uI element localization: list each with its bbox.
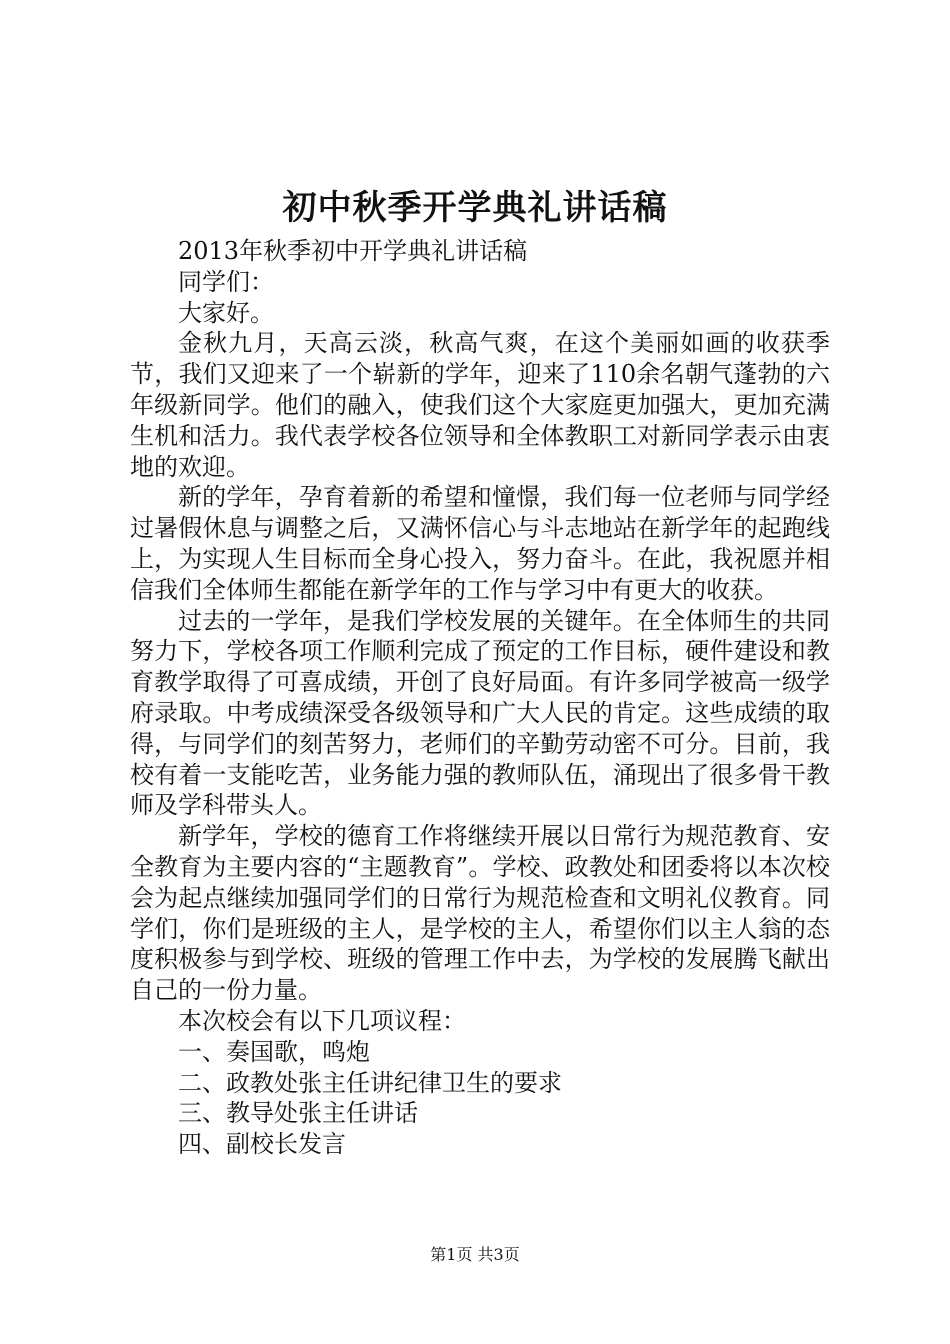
paragraph-welcome: 金秋九月，天高云淡，秋高气爽，在这个美丽如画的收获季节，我们又迎来了一个崭新的学年，迎来了110余名朝气蓬勃的六年级新同学。他们的融入，使我们这个大家庭更加强大，更加充满生机和活力。我代表学校各位领导和全体教职工对新同学表示由衷地的欢迎。 bbox=[130, 329, 830, 481]
paragraph-new-year: 新的学年，孕育着新的希望和憧憬，我们每一位老师与同学经过暑假休息与调整之后，又满怀信心与斗志地站在新学年的起跑线上，为实现人生目标而全身心投入，努力奋斗。在此，我祝愿并相信我们全体师生都能在新学年的工作与学习中有更大的收获。 bbox=[130, 483, 830, 604]
agenda-item-1: 一、奏国歌，鸣炮 bbox=[178, 1037, 370, 1066]
agenda-item-3: 三、教导处张主任讲话 bbox=[178, 1099, 418, 1128]
paragraph-moral-education: 新学年，学校的德育工作将继续开展以日常行为规范教育、安全教育为主要内容的“主题教育”。学校、政教处和团委将以本次校会为起点继续加强同学们的日常行为规范检查和文明礼仪教育。同学们，你们是班级的主人，是学校的主人，希望你们以主人翁的态度积极参与到学校、班级的管理工作中去，为学校的发展腾飞献出自己的一份力量。 bbox=[130, 822, 830, 1005]
paragraph-heading: 2013年秋季初中开学典礼讲话稿 bbox=[178, 237, 528, 265]
paragraph-past-year: 过去的一学年，是我们学校发展的关键年。在全体师生的共同努力下，学校各项工作顺利完成了预定的工作目标，硬件建设和教育教学取得了可喜成绩，开创了良好局面。有许多同学被高一级学府录取。中考成绩深受各级领导和广大人民的肯定。这些成绩的取得，与同学们的刻苦努力，老师们的辛勤劳动密不可分。目前，我校有着一支能吃苦，业务能力强的教师队伍，涌现出了很多骨干教师及学科带头人。 bbox=[130, 606, 830, 820]
paragraph-greeting: 大家好。 bbox=[178, 298, 274, 327]
document-body bbox=[130, 236, 830, 1160]
agenda-item-2: 二、政教处张主任讲纪律卫生的要求 bbox=[178, 1068, 562, 1097]
paragraph-agenda-intro: 本次校会有以下几项议程： bbox=[178, 1006, 466, 1035]
paragraph-salutation: 同学们： bbox=[178, 267, 274, 296]
document-title: 初中秋季开学典礼讲话稿 bbox=[282, 188, 668, 228]
page-footer: 第1页 共3页 bbox=[430, 1245, 520, 1264]
agenda-item-4: 四、副校长发言 bbox=[178, 1130, 346, 1159]
